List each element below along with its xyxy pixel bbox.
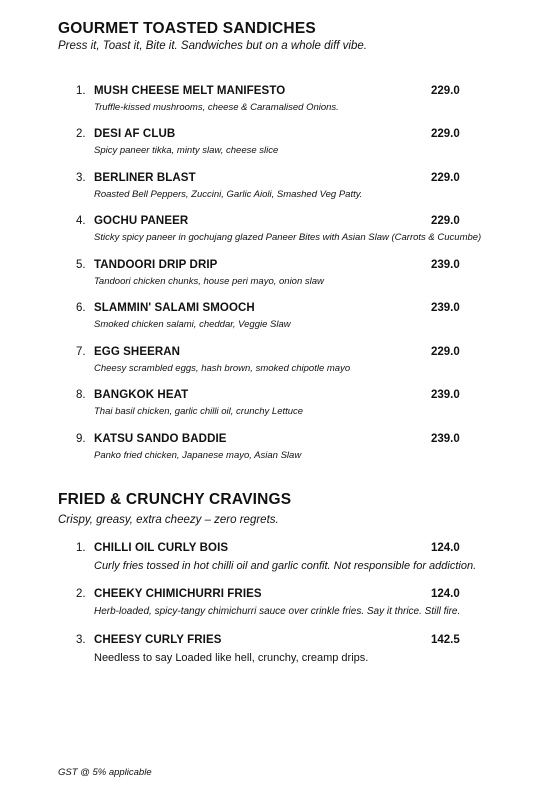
item-description: Smoked chicken salami, cheddar, Veggie Slaw bbox=[94, 319, 291, 330]
item-number: 9. bbox=[76, 433, 86, 445]
item-number: 7. bbox=[76, 346, 86, 358]
item-name: KATSU SANDO BADDIE bbox=[94, 433, 227, 445]
item-description: Panko fried chicken, Japanese mayo, Asian Slaw bbox=[94, 450, 302, 461]
item-price: 239.0 bbox=[431, 389, 460, 401]
item-number: 4. bbox=[76, 215, 86, 227]
item-name: BERLINER BLAST bbox=[94, 172, 196, 184]
item-number: 1. bbox=[76, 85, 86, 97]
item-name: DESI AF CLUB bbox=[94, 128, 176, 140]
section-title-sandwiches: GOURMET TOASTED SANDICHES bbox=[58, 20, 316, 37]
item-description: Spicy paneer tikka, minty slaw, cheese slice bbox=[94, 145, 279, 156]
item-price: 229.0 bbox=[431, 215, 460, 227]
item-price: 239.0 bbox=[431, 259, 460, 271]
item-description: Truffle-kissed mushrooms, cheese & Caramalised Onions. bbox=[94, 102, 339, 113]
item-description: Tandoori chicken chunks, house peri mayo, onion slaw bbox=[94, 276, 324, 287]
item-description: Needless to say Loaded like hell, crunchy, creamp drips. bbox=[94, 652, 369, 664]
item-price: 229.0 bbox=[431, 346, 460, 358]
item-name: TANDOORI DRIP DRIP bbox=[94, 259, 218, 271]
item-description: Curly fries tossed in hot chilli oil and garlic confit. Not responsible for addiction. bbox=[94, 560, 477, 572]
section-title-fried: FRIED & CRUNCHY CRAVINGS bbox=[58, 491, 292, 508]
item-number: 6. bbox=[76, 302, 86, 314]
tax-footnote: GST @ 5% applicable bbox=[58, 767, 152, 778]
item-price: 239.0 bbox=[431, 302, 460, 314]
item-description: Roasted Bell Peppers, Zuccini, Garlic Aioli, Smashed Veg Patty. bbox=[94, 189, 363, 200]
item-number: 2. bbox=[76, 588, 86, 600]
item-name: BANGKOK HEAT bbox=[94, 389, 189, 401]
item-name: CHEESY CURLY FRIES bbox=[94, 634, 222, 646]
item-name: GOCHU PANEER bbox=[94, 215, 189, 227]
item-number: 2. bbox=[76, 128, 86, 140]
item-price: 229.0 bbox=[431, 128, 460, 140]
item-number: 1. bbox=[76, 542, 86, 554]
item-name: MUSH CHEESE MELT MANIFESTO bbox=[94, 85, 286, 97]
item-description: Thai basil chicken, garlic chilli oil, crunchy Lettuce bbox=[94, 406, 304, 417]
item-number: 5. bbox=[76, 259, 86, 271]
item-name: EGG SHEERAN bbox=[94, 346, 181, 358]
item-name: SLAMMIN' SALAMI SMOOCH bbox=[94, 302, 255, 314]
item-name: CHILLI OIL CURLY BOIS bbox=[94, 542, 229, 554]
item-number: 8. bbox=[76, 389, 86, 401]
item-number: 3. bbox=[76, 172, 86, 184]
item-price: 142.5 bbox=[431, 634, 460, 646]
item-price: 229.0 bbox=[431, 172, 460, 184]
item-number: 3. bbox=[76, 634, 86, 646]
section-subtitle-fried: Crispy, greasy, extra cheezy – zero regrets. bbox=[58, 514, 279, 526]
item-description: Cheesy scrambled eggs, hash brown, smoked chipotle mayo bbox=[94, 363, 351, 374]
item-description: Herb-loaded, spicy-tangy chimichurri sauce over crinkle fries. Say it thrice. Still fire. bbox=[94, 606, 461, 617]
item-price: 229.0 bbox=[431, 85, 460, 97]
item-name: CHEEKY CHIMICHURRI FRIES bbox=[94, 588, 262, 600]
item-price: 124.0 bbox=[431, 588, 460, 600]
item-price: 239.0 bbox=[431, 433, 460, 445]
item-description: Sticky spicy paneer in gochujang glazed Paneer Bites with Asian Slaw (Carrots & Cucumbe) bbox=[94, 232, 482, 243]
item-price: 124.0 bbox=[431, 542, 460, 554]
section-subtitle-sandwiches: Press it, Toast it, Bite it. Sandwiches but on a whole diff vibe. bbox=[58, 40, 367, 52]
